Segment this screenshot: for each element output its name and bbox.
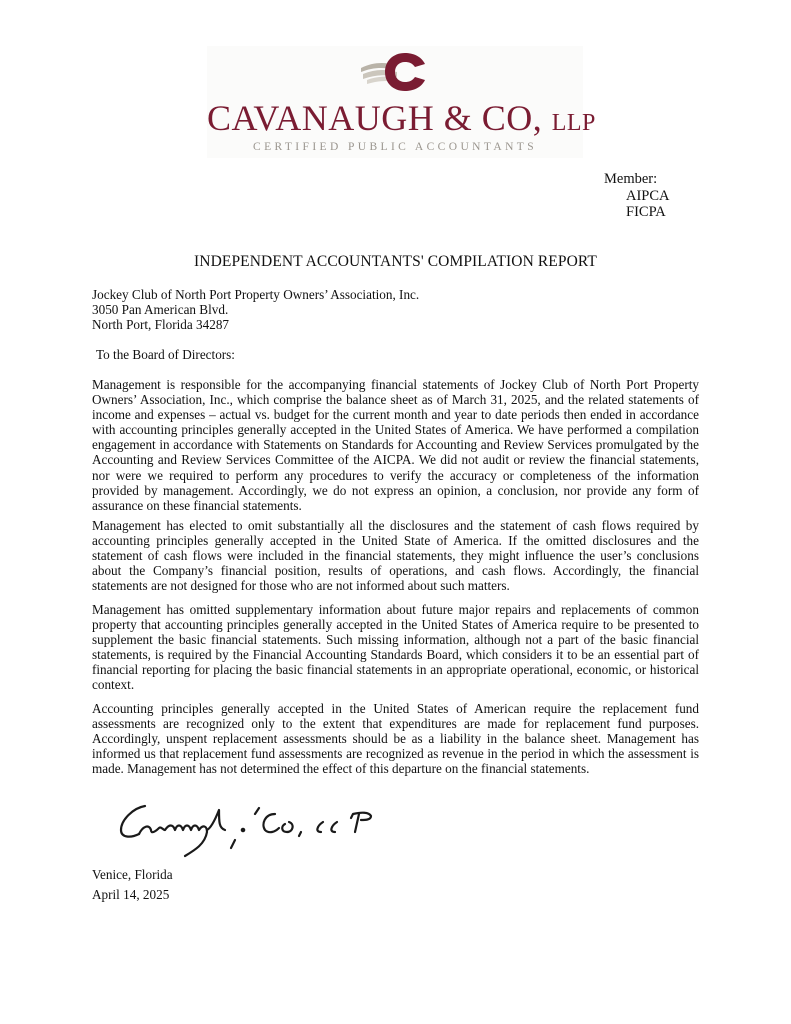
firm-name: CAVANAUGH & CO, LLP bbox=[207, 98, 596, 138]
member-label: Member: bbox=[604, 171, 658, 187]
letterhead-logo bbox=[207, 46, 596, 158]
report-paragraph: Accounting principles generally accepted in the United States of American require the replacement fund assessments are recognized only to the extent that expenditures are made for replacement fund purposes. Accordingly, unspent replacement assessments should be as a liability in the balance sheet. Management has informed us that replacement fund assessments are recognized as revenue in the period in which the assessment is made. Management has not determined the effect of this departure on the financial statements. bbox=[92, 701, 699, 777]
addressee-block bbox=[92, 287, 419, 333]
closing-date: April 14, 2025 bbox=[92, 887, 170, 902]
report-paragraph: Management is responsible for the accompanying financial statements of Jockey Club of North Port Property Owners’ Association, Inc., which comprise the balance sheet as of March 31, 2025, and the related statements of income and expenses – actual vs. budget for the current month and year to date periods then ended in accordance with accounting principles generally accepted in the United States of America. We have performed a compilation engagement in accordance with Statements on Standards for Accounting and Review Services promulgated by the Accounting and Review Services Committee of the AICPA. We did not audit or review the financial statements, nor were we required to perform any procedures to verify the accuracy or completeness of the information provided by management. Accordingly, we do not express an opinion, a conclusion, nor provide any form of assurance on these financial statements. bbox=[92, 377, 699, 513]
closing-block bbox=[92, 865, 173, 905]
addressee-city: North Port, Florida 34287 bbox=[92, 317, 230, 333]
salutation: To the Board of Directors: bbox=[96, 347, 235, 362]
member-org: FICPA bbox=[626, 204, 666, 220]
addressee-street: 3050 Pan American Blvd. bbox=[92, 302, 229, 318]
firm-c-logo-icon bbox=[359, 52, 429, 92]
report-paragraph: Management has elected to omit substantially all the disclosures and the statement of cash flows required by accounting principles generally accepted in the United State of America. If the omitted disclosures and the statement of cash flows were included in the financial statements, they might influence the user’s conclusions about the Company’s financial position, results of operations, and cash flows. Accordingly, the financial statements are not designed for those who are not informed about such matters. bbox=[92, 518, 699, 594]
closing-place: Venice, Florida bbox=[92, 867, 173, 882]
report-paragraph: Management has omitted supplementary information about future major repairs and replacements of common property that accounting principles generally accepted in the United States of America require to be presented to supplement the basic financial statements. Such missing information, although not a part of the basic financial statements, is required by the Financial Accounting Standards Board, which considers it to be an essential part of financial reporting for placing the basic financial statements in an appropriate operational, economic, or historical context. bbox=[92, 602, 699, 693]
membership-block bbox=[604, 171, 670, 221]
addressee-name: Jockey Club of North Port Property Owners’ Association, Inc. bbox=[92, 287, 420, 302]
report-title: INDEPENDENT ACCOUNTANTS' COMPILATION REPORT bbox=[194, 253, 597, 270]
firm-suffix: LLP bbox=[551, 110, 596, 136]
handwritten-signature-icon bbox=[115, 800, 415, 860]
member-org: AIPCA bbox=[626, 187, 670, 204]
firm-tagline: CERTIFIED PUBLIC ACCOUNTANTS bbox=[253, 141, 537, 153]
